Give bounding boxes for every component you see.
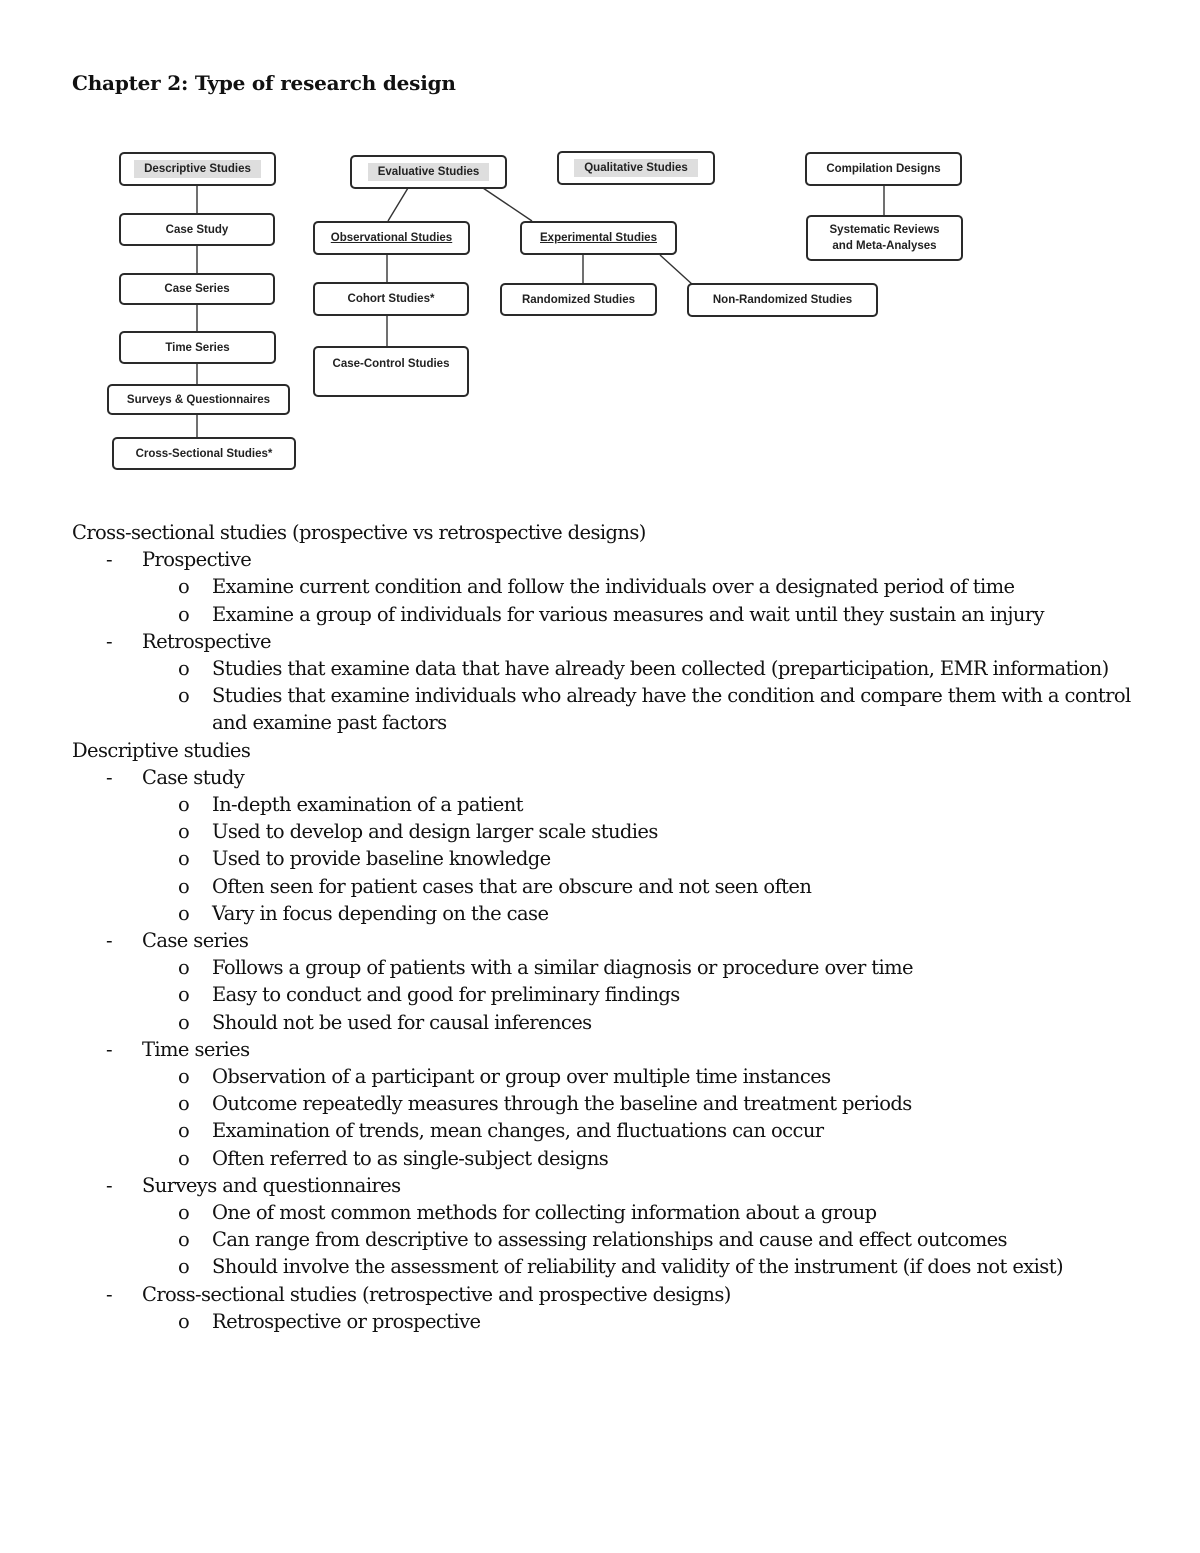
list-item: o Often seen for patient cases that are obscure and not seen often: [72, 873, 1162, 900]
circle-bullet: o: [178, 983, 190, 1007]
circle-bullet: o: [178, 684, 190, 708]
case-series-label: Case Series: [164, 283, 230, 295]
cohort-studies-box: [313, 282, 469, 316]
connector: [388, 188, 408, 221]
experimental-studies-box: [520, 221, 677, 255]
connector: [483, 188, 532, 221]
case-study-label: Case Study: [165, 223, 229, 236]
list-item: - Prospective: [72, 546, 1162, 573]
dash-bullet: -: [106, 929, 112, 953]
list-item: - Time series: [72, 1036, 1162, 1063]
dash-bullet: -: [106, 1282, 112, 1306]
notes-outline: [72, 519, 1162, 1335]
research-design-diagram: [0, 0, 1200, 500]
list-item: Descriptive studies: [72, 738, 251, 762]
systematic-reviews-label: Systematic Reviews: [829, 224, 940, 236]
dash-bullet: -: [106, 1037, 112, 1061]
list-item: o Used to develop and design larger scale studies: [72, 818, 1162, 845]
non-randomized-studies-label: Non-Randomized Studies: [712, 294, 853, 306]
time-series-box: [119, 331, 276, 364]
circle-bullet: o: [178, 602, 190, 626]
qualitative-studies-label: Qualitative Studies: [574, 159, 698, 177]
list-item: o Used to provide baseline knowledge: [72, 845, 1162, 872]
connector: [660, 255, 693, 285]
circle-bullet: o: [178, 1228, 190, 1252]
circle-bullet: o: [178, 1201, 190, 1225]
dash-bullet: -: [106, 1173, 112, 1197]
observational-studies-label: Observational Studies: [330, 232, 453, 244]
list-item: o Vary in focus depending on the case: [72, 900, 1162, 927]
list-item: o Examine a group of individuals for various measures and wait until they sustain an injury: [72, 601, 1162, 628]
observational-studies-box: [313, 221, 470, 255]
randomized-studies-label: Randomized Studies: [521, 293, 636, 306]
descriptive-studies-box: [119, 152, 276, 186]
circle-bullet: o: [178, 793, 190, 817]
list-item: o Examine current condition and follow the individuals over a designated period of time: [72, 573, 1162, 600]
list-item: o Studies that examine individuals who already have the condition and compare them with a control and examine past factors: [178, 684, 1131, 735]
circle-bullet: o: [178, 1092, 190, 1116]
surveys-questionnaires-box: [107, 384, 290, 415]
circle-bullet: o: [178, 1255, 190, 1279]
list-item: o Should not be used for causal inferences: [72, 1009, 1162, 1036]
list-item: o Observation of a participant or group over multiple time instances: [72, 1063, 1162, 1090]
time-series-label: Time Series: [165, 341, 230, 354]
systematic-reviews-box: [806, 215, 963, 261]
circle-bullet: o: [178, 1309, 190, 1333]
list-item: o Examination of trends, mean changes, and fluctuations can occur: [72, 1117, 1162, 1144]
list-item: o Often referred to as single-subject designs: [72, 1145, 1162, 1172]
circle-bullet: o: [178, 1010, 190, 1034]
list-item: Cross-sectional studies (prospective vs retrospective designs): [72, 521, 646, 544]
circle-bullet: o: [178, 820, 190, 844]
circle-bullet: o: [178, 901, 190, 925]
case-series-box: [119, 273, 275, 305]
cross-sectional-studies-label: Cross-Sectional Studies*: [135, 447, 273, 460]
compilation-designs-box: [805, 152, 962, 186]
cross-sectional-studies-box: [112, 437, 296, 470]
list-item: o Retrospective or prospective: [72, 1308, 1162, 1335]
case-control-studies-box: [313, 346, 469, 397]
circle-bullet: o: [178, 1065, 190, 1089]
list-item: - Case study: [72, 764, 1162, 791]
list-item: o Follows a group of patients with a similar diagnosis or procedure over time: [72, 954, 1162, 981]
case-study-box: [119, 213, 275, 246]
descriptive-studies-label: Descriptive Studies: [134, 160, 261, 178]
circle-bullet: o: [178, 1119, 190, 1143]
circle-bullet: o: [178, 874, 190, 898]
list-item: o Can range from descriptive to assessing relationships and cause and effect outcomes: [72, 1226, 1162, 1253]
circle-bullet: o: [178, 657, 190, 681]
list-item: o Studies that examine data that have already been collected (preparticipation, EMR information): [72, 655, 1162, 682]
dash-bullet: -: [106, 629, 112, 653]
surveys-questionnaires-label: Surveys & Questionnaires: [126, 393, 271, 406]
compilation-designs-label: Compilation Designs: [826, 163, 941, 175]
circle-bullet: o: [178, 956, 190, 980]
dash-bullet: -: [106, 765, 112, 789]
meta-analyses-label: and Meta-Analyses: [832, 240, 937, 252]
circle-bullet: o: [178, 575, 190, 599]
circle-bullet: o: [178, 1146, 190, 1170]
evaluative-studies-label: Evaluative Studies: [368, 163, 490, 181]
non-randomized-studies-box: [687, 283, 878, 317]
list-item: o Should involve the assessment of reliability and validity of the instrument (if does not exist): [72, 1253, 1162, 1280]
page-title: Chapter 2: Type of research design: [72, 71, 456, 95]
case-control-studies-label: Case-Control Studies: [332, 358, 450, 370]
qualitative-studies-box: [557, 151, 715, 185]
list-item: o Outcome repeatedly measures through the baseline and treatment periods: [72, 1090, 1162, 1117]
evaluative-studies-box: [350, 155, 507, 189]
list-item: o Easy to conduct and good for preliminary findings: [72, 981, 1162, 1008]
list-item: - Retrospective: [72, 628, 1162, 655]
list-item: o One of most common methods for collecting information about a group: [72, 1199, 1162, 1226]
list-item: - Cross-sectional studies (retrospective and prospective designs): [72, 1281, 1162, 1308]
list-item: - Surveys and questionnaires: [72, 1172, 1162, 1199]
list-item: o In-depth examination of a patient: [72, 791, 1162, 818]
cohort-studies-label: Cohort Studies*: [347, 293, 435, 305]
circle-bullet: o: [178, 847, 190, 871]
dash-bullet: -: [106, 548, 112, 572]
randomized-studies-box: [500, 283, 657, 316]
list-item: - Case series: [72, 927, 1162, 954]
experimental-studies-label: Experimental Studies: [540, 232, 657, 244]
